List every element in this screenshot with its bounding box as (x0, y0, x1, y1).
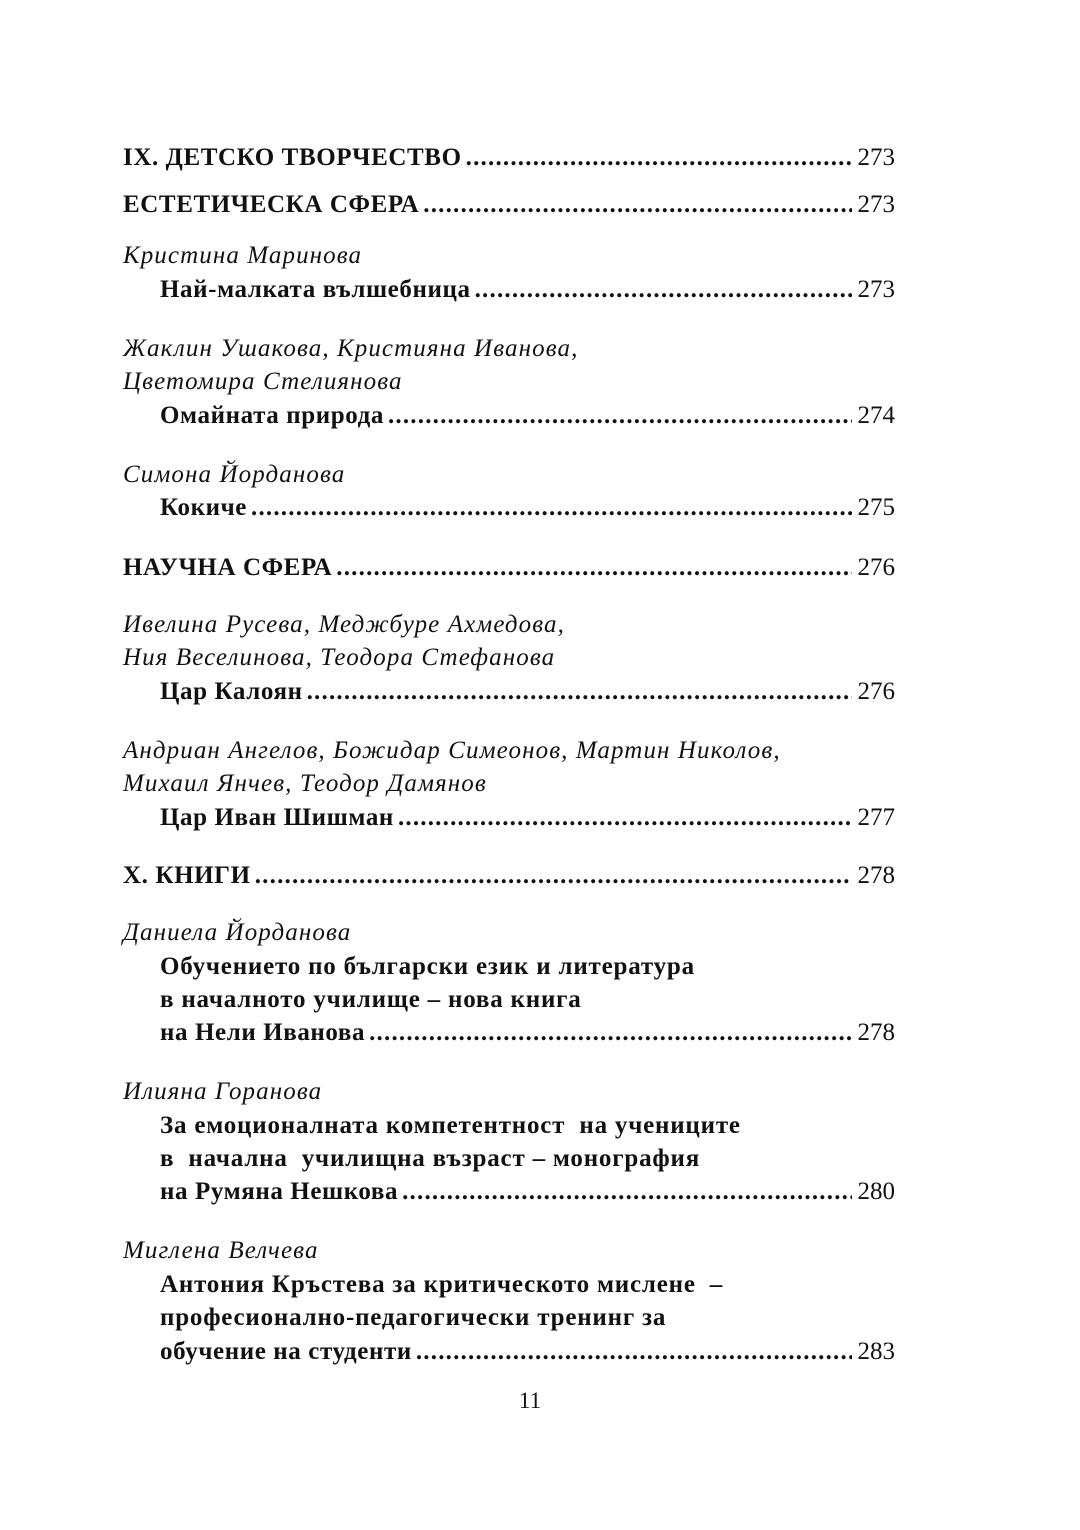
toc-entry[interactable] (160, 274, 895, 306)
dot-leader (251, 492, 852, 524)
toc-entry-author: Ивелина Русева, Меджбуре Ахмедова, (123, 611, 565, 638)
toc-entry-title-line: За емоционалната компетентност на учениците (160, 1112, 741, 1139)
toc-entry[interactable] (160, 1336, 895, 1368)
toc-entry-author: Ния Веселинова, Теодора Стефанова (123, 644, 556, 671)
toc-entry-title: Цар Калоян (160, 678, 303, 705)
toc-entry-author: Михаил Янчев, Теодор Дамянов (123, 770, 487, 797)
toc-entry-author: Кристина Маринова (123, 242, 363, 269)
toc-page-number: 275 (857, 494, 895, 521)
toc-section-children-creativity[interactable] (123, 142, 895, 174)
toc-entry-title-line: в начална училищна възраст – монография (160, 1145, 701, 1172)
toc-entry-title-line: в началното училище – нова книга (160, 986, 582, 1013)
toc-entry-author: Цветомира Стелиянова (123, 368, 403, 395)
toc-entry-author: Илияна Горанова (123, 1078, 323, 1105)
toc-entry[interactable] (160, 492, 895, 524)
toc-entry-author: Миглена Велчева (123, 1237, 319, 1264)
dot-leader (402, 1176, 851, 1208)
toc-entry-author: Андриан Ангелов, Божидар Симеонов, Мартин Николов, (123, 737, 781, 764)
toc-page-number: 283 (857, 1338, 895, 1365)
toc-entry[interactable] (160, 1017, 895, 1049)
toc-entry-author: Жаклин Ушакова, Кристияна Иванова, (123, 335, 579, 362)
toc-entry-title-line: Антония Кръстева за критическото мислене – (160, 1271, 724, 1298)
toc-section-aesthetic-sphere[interactable] (123, 189, 895, 221)
toc-section-title: НАУЧНА СФЕРА (123, 554, 333, 581)
toc-page-number: 276 (857, 554, 895, 581)
toc-section-scientific-sphere[interactable] (123, 552, 895, 584)
toc-page-number: 273 (857, 276, 895, 303)
toc-page-number: 278 (857, 862, 895, 889)
toc-entry-title-line: професионално-педагогически тренинг за (160, 1304, 667, 1331)
toc-section-title: X. КНИГИ (123, 862, 251, 889)
toc-page-number: 276 (857, 678, 895, 705)
toc-entry[interactable] (160, 400, 895, 432)
toc-section-title: IX. ДЕТСКО ТВОРЧЕСТВО (123, 144, 462, 171)
dot-leader (398, 802, 852, 834)
toc-page-number: 273 (857, 191, 895, 218)
toc-section-books[interactable] (123, 860, 895, 892)
dot-leader (475, 274, 852, 306)
toc-entry-author: Даниела Йорданова (123, 919, 352, 946)
toc-entry-author: Симона Йорданова (123, 461, 346, 488)
toc-page-number: 274 (857, 402, 895, 429)
dot-leader (416, 1336, 852, 1368)
toc-page-number: 278 (857, 1019, 895, 1046)
dot-leader (255, 860, 852, 892)
toc-entry-title: обучение на студенти (160, 1338, 412, 1365)
toc-entry-title: на Нели Иванова (160, 1019, 366, 1046)
toc-entry-title: Омайната природа (160, 402, 384, 429)
toc-entry[interactable] (160, 802, 895, 834)
dot-leader (369, 1017, 851, 1049)
toc-entry[interactable] (160, 676, 895, 708)
toc-section-title: ЕСТЕТИЧЕСКА СФЕРА (123, 191, 420, 218)
dot-leader (388, 400, 852, 432)
toc-page-number: 277 (857, 804, 895, 831)
dot-leader (307, 676, 852, 708)
dot-leader (466, 142, 852, 174)
toc-entry-title: Най-малката вълшебница (160, 276, 471, 303)
toc-entry-title: Цар Иван Шишман (160, 804, 394, 831)
dot-leader (423, 189, 851, 221)
toc-entry-title: Кокиче (160, 494, 247, 521)
toc-entry[interactable] (160, 1176, 895, 1208)
toc-entry-title-line: Обучението по български език и литература (160, 953, 695, 980)
page-number: 11 (518, 1388, 542, 1413)
toc-page-number: 273 (857, 144, 895, 171)
dot-leader (336, 552, 851, 584)
toc-entry-title: на Румяна Нешкова (160, 1178, 399, 1205)
toc-page-number: 280 (857, 1178, 895, 1205)
